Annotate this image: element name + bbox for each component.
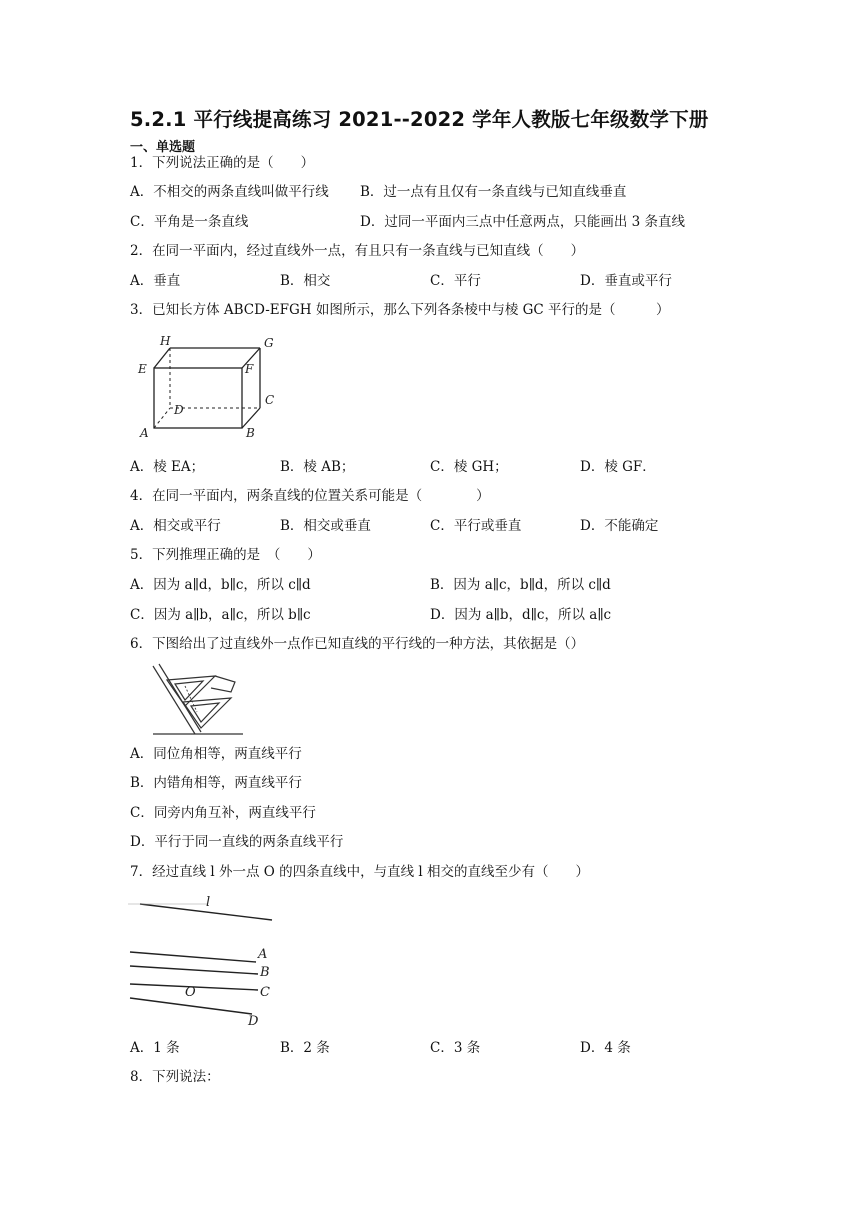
- question-6-stem: 6．下图给出了过直线外一点作已知直线的平行线的一种方法，其依据是（）: [130, 636, 585, 652]
- question-2-option-d: D．垂直或平行: [580, 273, 672, 289]
- question-6-option-c: C．同旁内角互补，两直线平行: [130, 805, 316, 821]
- question-5-stem: 5．下列推理正确的是 （ ）: [130, 547, 321, 563]
- set-square-figure: [145, 662, 250, 737]
- lines-through-point-figure: [128, 890, 288, 1030]
- question-7-option-b: B．2 条: [280, 1040, 330, 1056]
- question-7-option-d: D．4 条: [580, 1040, 631, 1056]
- vertex-label-c: C: [265, 393, 275, 407]
- question-1-option-d: D．过同一平面内三点中任意两点，只能画出 3 条直线: [360, 214, 685, 230]
- question-3-option-d: D．棱 GF．: [580, 459, 656, 475]
- vertex-label-a: A: [140, 426, 149, 440]
- vertex-label-f: F: [245, 362, 254, 376]
- question-7-option-c: C．3 条: [430, 1040, 481, 1056]
- line-label-l: l: [206, 895, 211, 910]
- question-5-option-d: D．因为 a∥b，d∥c，所以 a∥c: [430, 607, 612, 623]
- question-1-option-c: C．平角是一条直线: [130, 214, 249, 230]
- line-label-d: D: [248, 1014, 259, 1029]
- question-3-option-a: A．棱 EA；: [130, 459, 205, 475]
- question-4-option-d: D．不能确定: [580, 518, 659, 534]
- question-1-option-a: A．不相交的两条直线叫做平行线: [130, 184, 329, 200]
- question-4-stem: 4．在同一平面内，两条直线的位置关系可能是（ ）: [130, 488, 490, 504]
- page-title: 5.2.1 平行线提高练习 2021--2022 学年人教版七年级数学下册: [130, 108, 709, 131]
- line-label-b: B: [260, 965, 270, 980]
- question-3-option-c: C．棱 GH；: [430, 459, 508, 475]
- question-2-option-c: C．平行: [430, 273, 481, 289]
- question-5-option-b: B．因为 a∥c，b∥d，所以 c∥d: [430, 577, 611, 593]
- question-4-option-a: A．相交或平行: [130, 518, 221, 534]
- question-3-stem: 3．已知长方体 ABCD-EFGH 如图所示，那么下列各条棱中与棱 GC 平行的是（ ）: [130, 302, 670, 318]
- question-4-option-b: B．相交或垂直: [280, 518, 371, 534]
- question-2-stem: 2．在同一平面内，经过直线外一点，有且只有一条直线与已知直线（ ）: [130, 243, 585, 259]
- question-8-stem: 8．下列说法：: [130, 1069, 220, 1085]
- line-label-a: A: [258, 947, 268, 962]
- question-5-option-a: A．因为 a∥d，b∥c，所以 c∥d: [130, 577, 311, 593]
- question-5-option-c: C．因为 a∥b，a∥c，所以 b∥c: [130, 607, 311, 623]
- question-6-option-d: D．平行于同一直线的两条直线平行: [130, 834, 344, 850]
- vertex-label-e: E: [138, 362, 147, 376]
- question-7-option-a: A．1 条: [130, 1040, 180, 1056]
- question-1-stem: 1．下列说法正确的是（ ）: [130, 155, 315, 171]
- question-7-stem: 7．经过直线 l 外一点 O 的四条直线中，与直线 l 相交的直线至少有（ ）: [130, 864, 590, 880]
- question-6-option-b: B．内错角相等，两直线平行: [130, 775, 302, 791]
- vertex-label-h: H: [160, 334, 171, 348]
- section-heading: 一、单选题: [130, 140, 196, 155]
- point-label-o: O: [185, 985, 196, 1000]
- line-label-c: C: [260, 985, 270, 1000]
- cuboid-figure: [132, 330, 292, 445]
- question-2-option-a: A．垂直: [130, 273, 181, 289]
- vertex-label-g: G: [264, 336, 274, 350]
- question-3-option-b: B．棱 AB；: [280, 459, 355, 475]
- vertex-label-d: D: [174, 403, 184, 417]
- vertex-label-b: B: [246, 426, 255, 440]
- question-4-option-c: C．平行或垂直: [430, 518, 522, 534]
- question-2-option-b: B．相交: [280, 273, 331, 289]
- question-1-option-b: B．过一点有且仅有一条直线与已知直线垂直: [360, 184, 627, 200]
- question-6-option-a: A．同位角相等，两直线平行: [130, 746, 302, 762]
